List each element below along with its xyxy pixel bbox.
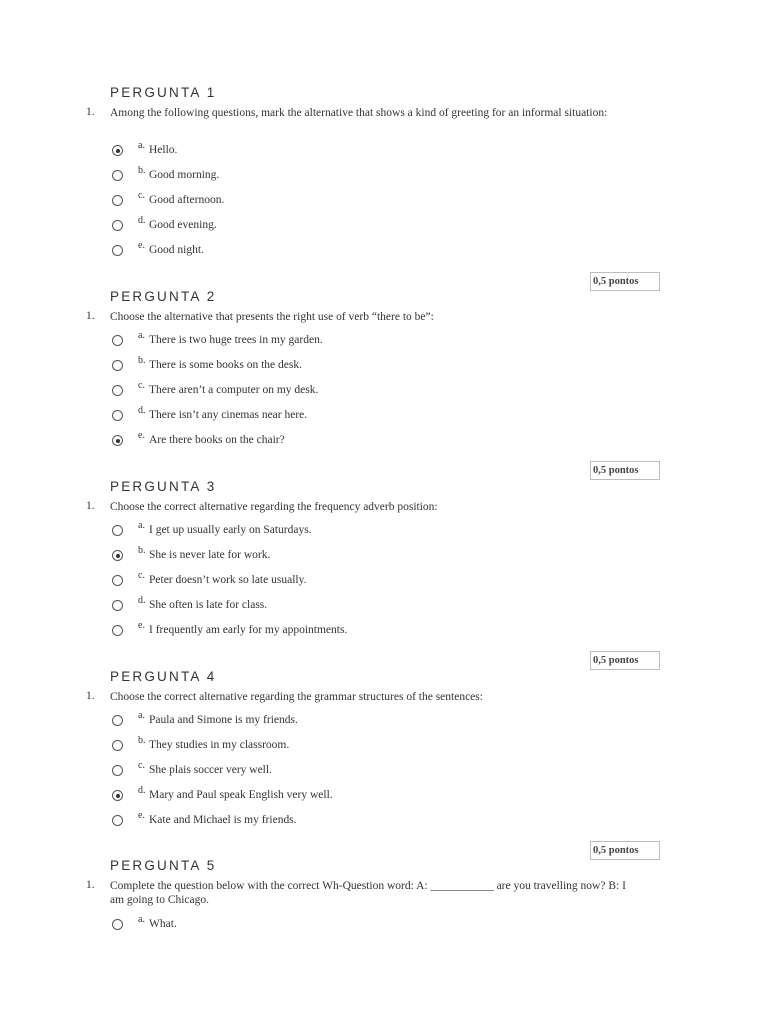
radio-button[interactable] xyxy=(112,220,123,231)
option-text: There aren’t a computer on my desk. xyxy=(149,384,319,396)
option-a[interactable] xyxy=(112,712,532,732)
option-e[interactable] xyxy=(112,432,532,452)
option-letter: b. xyxy=(138,355,146,366)
option-letter: e. xyxy=(138,810,145,821)
radio-button[interactable] xyxy=(112,335,123,346)
option-text: Good evening. xyxy=(149,219,217,231)
question-number: 1. xyxy=(86,310,95,322)
option-a[interactable] xyxy=(112,916,532,936)
radio-button[interactable] xyxy=(112,195,123,206)
radio-button-selected[interactable] xyxy=(112,145,123,156)
question-title: PERGUNTA 2 xyxy=(110,289,217,304)
option-letter: c. xyxy=(138,570,145,581)
option-text: Peter doesn’t work so late usually. xyxy=(149,574,307,586)
radio-dot-icon xyxy=(116,439,120,443)
option-text: Good morning. xyxy=(149,169,220,181)
option-text: What. xyxy=(149,918,177,930)
option-letter: a. xyxy=(138,330,145,341)
option-text: She is never late for work. xyxy=(149,549,271,561)
option-letter: e. xyxy=(138,430,145,441)
option-letter: d. xyxy=(138,405,146,416)
question-prompt: Choose the correct alternative regarding the grammar structures of the sentences: xyxy=(110,691,483,703)
radio-button[interactable] xyxy=(112,575,123,586)
option-letter: b. xyxy=(138,735,146,746)
radio-button[interactable] xyxy=(112,765,123,776)
option-text: Paula and Simone is my friends. xyxy=(149,714,298,726)
option-b[interactable] xyxy=(112,547,532,567)
radio-button-selected[interactable] xyxy=(112,435,123,446)
radio-dot-icon xyxy=(116,149,120,153)
option-b[interactable] xyxy=(112,737,532,757)
radio-button-selected[interactable] xyxy=(112,790,123,801)
question-number: 1. xyxy=(86,106,95,118)
option-a[interactable] xyxy=(112,142,532,162)
question-title: PERGUNTA 1 xyxy=(110,85,217,100)
option-letter: a. xyxy=(138,140,145,151)
option-letter: e. xyxy=(138,240,145,251)
question-title: PERGUNTA 4 xyxy=(110,669,217,684)
radio-button[interactable] xyxy=(112,360,123,371)
radio-button[interactable] xyxy=(112,170,123,181)
option-text: Are there books on the chair? xyxy=(149,434,285,446)
option-letter: d. xyxy=(138,785,146,796)
question-number: 1. xyxy=(86,879,95,891)
option-text: Good night. xyxy=(149,244,204,256)
question-prompt: Choose the alternative that presents the right use of verb “there to be”: xyxy=(110,311,434,323)
points-badge: 0,5 pontos xyxy=(590,461,660,480)
points-badge: 0,5 pontos xyxy=(590,841,660,860)
option-a[interactable] xyxy=(112,332,532,352)
option-text: Good afternoon. xyxy=(149,194,225,206)
radio-dot-icon xyxy=(116,794,120,798)
option-e[interactable] xyxy=(112,812,532,832)
points-badge: 0,5 pontos xyxy=(590,651,660,670)
option-c[interactable] xyxy=(112,572,532,592)
option-c[interactable] xyxy=(112,762,532,782)
radio-button[interactable] xyxy=(112,815,123,826)
radio-button[interactable] xyxy=(112,715,123,726)
radio-button[interactable] xyxy=(112,410,123,421)
radio-button[interactable] xyxy=(112,740,123,751)
question-number: 1. xyxy=(86,500,95,512)
option-text: I frequently am early for my appointments. xyxy=(149,624,348,636)
option-letter: b. xyxy=(138,545,146,556)
option-letter: e. xyxy=(138,620,145,631)
option-text: Kate and Michael is my friends. xyxy=(149,814,297,826)
radio-button[interactable] xyxy=(112,245,123,256)
option-d[interactable] xyxy=(112,217,532,237)
option-letter: a. xyxy=(138,520,145,531)
question-prompt: Complete the question below with the correct Wh-Question word: A: ___________ are you travelling now? B: I am going to Chicago. xyxy=(110,880,626,906)
option-letter: c. xyxy=(138,380,145,391)
option-text: She often is late for class. xyxy=(149,599,268,611)
option-letter: c. xyxy=(138,190,145,201)
question-title: PERGUNTA 3 xyxy=(110,479,217,494)
option-text: I get up usually early on Saturdays. xyxy=(149,524,312,536)
option-c[interactable] xyxy=(112,382,532,402)
question-prompt: Among the following questions, mark the alternative that shows a kind of greeting for an informal situation: xyxy=(110,107,608,119)
radio-button[interactable] xyxy=(112,625,123,636)
radio-button[interactable] xyxy=(112,525,123,536)
question-prompt: Choose the correct alternative regarding the frequency adverb position: xyxy=(110,501,438,513)
option-text: Hello. xyxy=(149,144,178,156)
radio-dot-icon xyxy=(116,554,120,558)
option-d[interactable] xyxy=(112,597,532,617)
option-e[interactable] xyxy=(112,622,532,642)
option-d[interactable] xyxy=(112,407,532,427)
points-badge: 0,5 pontos xyxy=(590,272,660,291)
option-e[interactable] xyxy=(112,242,532,262)
option-letter: b. xyxy=(138,165,146,176)
option-letter: d. xyxy=(138,215,146,226)
question-number: 1. xyxy=(86,690,95,702)
radio-button[interactable] xyxy=(112,919,123,930)
option-text: She plais soccer very well. xyxy=(149,764,272,776)
radio-button[interactable] xyxy=(112,385,123,396)
option-text: They studies in my classroom. xyxy=(149,739,290,751)
radio-button[interactable] xyxy=(112,600,123,611)
option-letter: a. xyxy=(138,710,145,721)
option-text: Mary and Paul speak English very well. xyxy=(149,789,333,801)
radio-button-selected[interactable] xyxy=(112,550,123,561)
option-letter: c. xyxy=(138,760,145,771)
option-text: There isn’t any cinemas near here. xyxy=(149,409,308,421)
option-a[interactable] xyxy=(112,522,532,542)
option-d[interactable] xyxy=(112,787,532,807)
option-c[interactable] xyxy=(112,192,532,212)
option-letter: a. xyxy=(138,914,145,925)
option-text: There is some books on the desk. xyxy=(149,359,302,371)
option-letter: d. xyxy=(138,595,146,606)
option-b[interactable] xyxy=(112,167,532,187)
option-b[interactable] xyxy=(112,357,532,377)
question-title: PERGUNTA 5 xyxy=(110,858,217,873)
option-text: There is two huge trees in my garden. xyxy=(149,334,323,346)
